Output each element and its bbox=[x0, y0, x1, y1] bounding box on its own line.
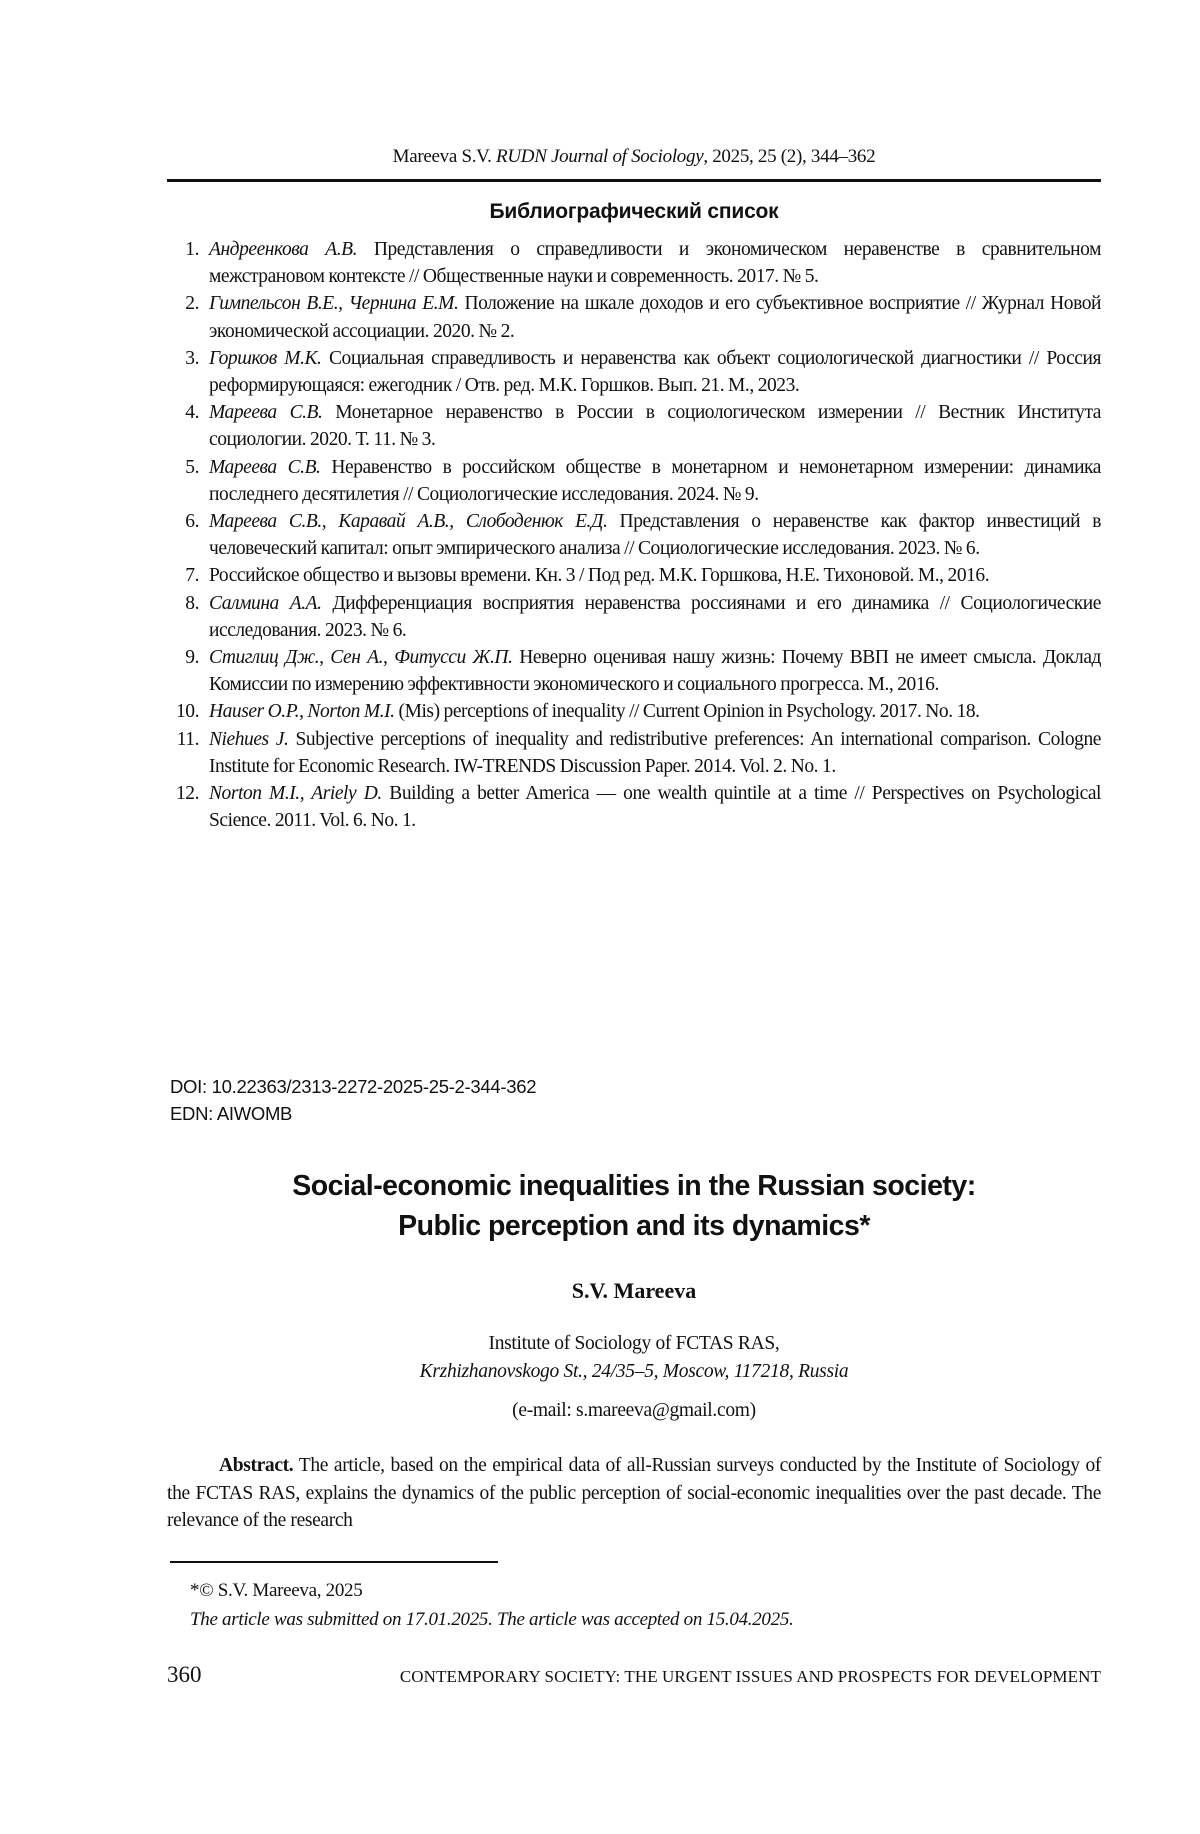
page-number: 360 bbox=[167, 1662, 202, 1688]
bibliography-item-number: 9. bbox=[167, 644, 209, 698]
bibliography-item-number: 8. bbox=[167, 590, 209, 644]
header-rule bbox=[167, 179, 1101, 182]
bibliography-item bbox=[167, 345, 1101, 399]
abstract-text: The article, based on the empirical data of all-Russian surveys conducted by the Institute of Sociology of the FCTAS RAS, explains the dynamics of the public perception of social-economic inequalities over the past decade. The relevance of the research bbox=[167, 1455, 1101, 1531]
address-text: Krzhizhanovskogo St., 24/35–5, Moscow, 117218, Russia bbox=[420, 1361, 849, 1382]
bibliography-item-number: 7. bbox=[167, 562, 209, 589]
bibliography-item-number: 1. bbox=[167, 236, 209, 290]
bibliography-item bbox=[167, 508, 1101, 562]
bibliography-item-authors: Горшков М.К. bbox=[209, 348, 321, 369]
bibliography-item bbox=[167, 698, 1101, 725]
bibliography-title: Библиографический список bbox=[167, 200, 1101, 224]
article-author: S.V. Mareeva bbox=[167, 1278, 1101, 1304]
footnote-dates bbox=[190, 1605, 793, 1634]
bibliography-item bbox=[167, 644, 1101, 698]
bibliography-item-authors: Гимпельсон В.Е., Чернина Е.М. bbox=[209, 293, 458, 314]
running-head-author: Mareeva S.V. bbox=[393, 146, 492, 167]
bibliography-item-authors: Мареева С.В., Каравай А.В., Слободенюк Е.Д. bbox=[209, 511, 607, 532]
bibliography-item-body: Неравенство в российском обществе в монетарном и немонетарном измерении: динамика последнего десятилетия // Социологические исследования. 2024. № 9. bbox=[209, 457, 1101, 505]
bibliography-item-text bbox=[209, 290, 1101, 344]
bibliography-item bbox=[167, 454, 1101, 508]
footnote-dates-text: The article was submitted on 17.01.2025. The article was accepted on 15.04.2025. bbox=[190, 1609, 793, 1630]
bibliography-item-number: 5. bbox=[167, 454, 209, 508]
bibliography-item-number: 12. bbox=[167, 780, 209, 834]
bibliography-item-number: 2. bbox=[167, 290, 209, 344]
bibliography-item-body: Социальная справедливость и неравенства как объект социологической диагностики // Россия реформирующаяся: ежегодник / Отв. ред. М.К. Горшков. Вып. 21. М., 2023. bbox=[209, 348, 1101, 396]
bibliography-item-text bbox=[209, 345, 1101, 399]
bibliography-item-text bbox=[209, 508, 1101, 562]
bibliography-item bbox=[167, 399, 1101, 453]
doi: DOI: 10.22363/2313-2272-2025-25-2-344-362 bbox=[170, 1073, 536, 1100]
bibliography-item-authors: Hauser O.P., Norton M.I. bbox=[209, 701, 395, 722]
bibliography-item-authors: Norton M.I., Ariely D. bbox=[209, 783, 382, 804]
bibliography-item-text bbox=[209, 698, 1101, 725]
institution: Institute of Sociology of FCTAS RAS, bbox=[167, 1330, 1101, 1358]
bibliography-item-body: Представления о неравенстве как фактор инвестиций в человеческий капитал: опыт эмпирического анализа // Социологические исследования. 2023. № 6. bbox=[209, 511, 1101, 559]
bibliography-item-body: Монетарное неравенство в России в социологическом измерении // Вестник Института социологии. 2020. Т. 11. № 3. bbox=[209, 402, 1101, 450]
bibliography-item bbox=[167, 562, 1101, 589]
running-head-details: , 2025, 25 (2), 344–362 bbox=[703, 146, 875, 167]
article-title-line: Social-economic inequalities in the Russian society: bbox=[167, 1166, 1101, 1206]
bibliography-item-text bbox=[209, 726, 1101, 780]
bibliography-item-authors: Салмина А.А. bbox=[209, 593, 322, 614]
abstract-label: Abstract. bbox=[219, 1455, 293, 1476]
bibliography-item-text bbox=[209, 399, 1101, 453]
bibliography-item-authors: Андреенкова А.В. bbox=[209, 239, 357, 260]
affiliation bbox=[167, 1330, 1101, 1386]
bibliography-item-body: Дифференциация восприятия неравенства россиянами и его динамика // Социологические исследования. 2023. № 6. bbox=[209, 593, 1101, 641]
bibliography-item bbox=[167, 290, 1101, 344]
footnote-copyright: *© S.V. Mareeva, 2025 bbox=[190, 1576, 793, 1605]
page-footer bbox=[167, 1662, 1101, 1688]
bibliography-item-number: 4. bbox=[167, 399, 209, 453]
bibliography-item-authors: Мареева С.В. bbox=[209, 457, 320, 478]
article-title bbox=[167, 1166, 1101, 1246]
article-title-line: Public perception and its dynamics* bbox=[167, 1206, 1101, 1246]
bibliography-item-body: Представления о справедливости и экономическом неравенстве в сравнительном межстрановом контексте // Общественные науки и современность. 2017. № 5. bbox=[209, 239, 1101, 287]
footnote-rule bbox=[170, 1561, 498, 1563]
bibliography-item-authors: Niehues J. bbox=[209, 729, 288, 750]
bibliography-item-text bbox=[209, 780, 1101, 834]
bibliography-item-number: 6. bbox=[167, 508, 209, 562]
journal-section: CONTEMPORARY SOCIETY: THE URGENT ISSUES AND PROSPECTS FOR DEVELOPMENT bbox=[400, 1667, 1101, 1687]
author-email: (e-mail: s.mareeva@gmail.com) bbox=[167, 1400, 1101, 1422]
bibliography-item bbox=[167, 726, 1101, 780]
bibliography-item bbox=[167, 236, 1101, 290]
bibliography-item-number: 11. bbox=[167, 726, 209, 780]
bibliography-item-text bbox=[209, 590, 1101, 644]
bibliography-item-number: 3. bbox=[167, 345, 209, 399]
bibliography-item-body: Российское общество и вызовы времени. Кн. 3 / Под ред. М.К. Горшкова, Н.Е. Тихоновой. М., 2016. bbox=[209, 565, 989, 586]
bibliography-item-text bbox=[209, 454, 1101, 508]
bibliography-item-number: 10. bbox=[167, 698, 209, 725]
bibliography-list bbox=[167, 236, 1101, 834]
address bbox=[167, 1358, 1101, 1386]
edn: EDN: AIWOMB bbox=[170, 1100, 536, 1127]
bibliography-item-body: (Mis) perceptions of inequality // Current Opinion in Psychology. 2017. No. 18. bbox=[395, 701, 980, 722]
bibliography-item bbox=[167, 590, 1101, 644]
bibliography-item-body: Building a better America — one wealth quintile at a time // Perspectives on Psychological Science. 2011. Vol. 6. No. 1. bbox=[209, 783, 1101, 831]
running-head-journal: RUDN Journal of Sociology bbox=[496, 146, 703, 167]
bibliography-item-body: Subjective perceptions of inequality and redistributive preferences: An international comparison. Cologne Institute for Economic Research. IW-TRENDS Discussion Paper. 2014. Vol. 2. No. 1. bbox=[209, 729, 1101, 777]
footnote bbox=[190, 1576, 793, 1634]
bibliography-item-body: Неверно оценивая нашу жизнь: Почему ВВП не имеет смысла. Доклад Комиссии по измерению эффективности экономического и социального прогресса. М., 2016. bbox=[209, 647, 1101, 695]
abstract bbox=[167, 1452, 1101, 1535]
bibliography-item-text bbox=[209, 236, 1101, 290]
bibliography-item-authors: Стиглиц Дж., Сен А., Фитусси Ж.П. bbox=[209, 647, 512, 668]
bibliography-item-authors: Мареева С.В. bbox=[209, 402, 322, 423]
bibliography-item-text bbox=[209, 644, 1101, 698]
bibliography-item-body: Положение на шкале доходов и его субъективное восприятие // Журнал Новой экономической ассоциации. 2020. № 2. bbox=[209, 293, 1101, 341]
bibliography-item bbox=[167, 780, 1101, 834]
bibliography-item-text bbox=[209, 562, 1101, 589]
identifiers bbox=[170, 1073, 536, 1127]
running-head bbox=[167, 146, 1101, 168]
